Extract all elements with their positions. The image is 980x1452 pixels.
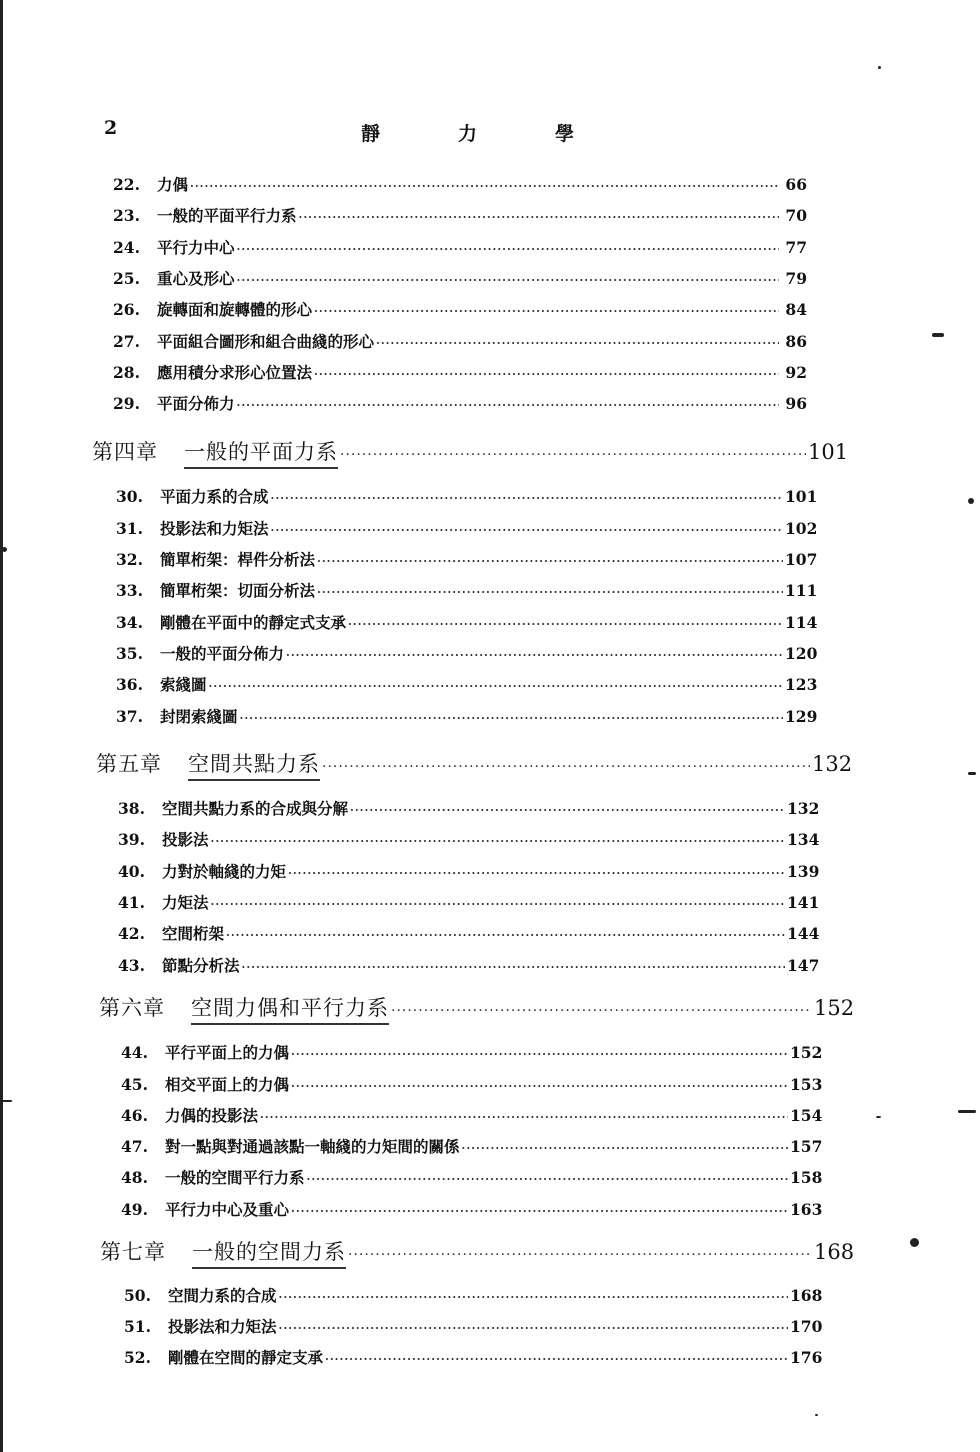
chapter-page-number: 132 (812, 752, 853, 776)
section-number: 48. (121, 1168, 148, 1187)
leader-dots (237, 274, 779, 287)
leader-dots (299, 211, 779, 224)
scan-speck (932, 333, 944, 337)
toc-section-row[interactable] (118, 954, 820, 976)
toc-section-row[interactable] (113, 361, 807, 383)
toc-section-row[interactable] (121, 1104, 823, 1126)
section-page-number: 132 (787, 799, 820, 818)
section-number: 29. (113, 394, 140, 413)
scan-speck (815, 1414, 818, 1416)
section-number: 25. (113, 269, 140, 288)
section-page-number: 163 (790, 1200, 823, 1219)
section-title: 平面力系的合成 (160, 487, 269, 506)
leader-dots (226, 929, 785, 942)
scan-speck (876, 1116, 881, 1118)
leader-dots (288, 867, 785, 880)
section-title: 空間桁架 (162, 924, 225, 943)
section-page-number: 84 (785, 300, 807, 319)
section-page-number: 79 (785, 269, 807, 288)
section-page-number: 152 (790, 1043, 823, 1062)
toc-section-row[interactable] (121, 1135, 823, 1157)
section-title: 平面組合圖形和組合曲綫的形心 (157, 332, 375, 351)
section-page-number: 153 (790, 1075, 823, 1094)
leader-dots (391, 1003, 812, 1019)
section-number: 51. (124, 1317, 151, 1336)
scan-speck (910, 1238, 919, 1247)
section-title: 剛體在空間的靜定支承 (168, 1348, 324, 1367)
leader-dots (237, 399, 779, 412)
toc-section-row[interactable] (118, 860, 820, 882)
scan-speck (878, 66, 881, 69)
section-page-number: 123 (785, 675, 818, 694)
section-number: 36. (116, 675, 143, 694)
toc-section-row[interactable] (121, 1073, 823, 1095)
toc-section-row[interactable] (113, 267, 807, 289)
chapter-label: 第六章 (99, 996, 165, 1020)
leader-dots (348, 618, 783, 631)
section-number: 32. (116, 550, 143, 569)
leader-dots (211, 835, 785, 848)
section-number: 45. (121, 1075, 148, 1094)
leader-dots (348, 1247, 812, 1263)
section-title: 簡單桁架：切面分析法 (160, 581, 316, 600)
section-title: 力矩法 (162, 893, 209, 912)
section-page-number: 86 (785, 332, 807, 351)
chapter-page-number: 152 (814, 996, 855, 1020)
section-number: 50. (124, 1286, 151, 1305)
section-number: 37. (116, 707, 143, 726)
section-page-number: 111 (785, 581, 818, 600)
section-title: 平行力中心 (157, 238, 235, 257)
section-number: 30. (116, 487, 143, 506)
toc-section-row[interactable] (124, 1315, 823, 1337)
section-title: 一般的平面平行力系 (157, 206, 297, 225)
toc-section-row[interactable] (116, 548, 818, 570)
section-title: 投影法和力矩法 (160, 519, 269, 538)
leader-dots (322, 759, 810, 775)
section-title: 力對於軸綫的力矩 (162, 862, 287, 881)
section-page-number: 102 (785, 519, 818, 538)
section-page-number: 147 (787, 956, 820, 975)
leader-dots (211, 898, 785, 911)
toc-section-row[interactable] (116, 642, 818, 664)
scan-page-edge (0, 0, 3, 1452)
toc-section-row[interactable] (116, 705, 818, 727)
page-number: 2 (104, 117, 118, 139)
chapter-label: 第五章 (96, 752, 162, 776)
toc-section-row[interactable] (116, 517, 818, 539)
toc-section-row[interactable] (116, 673, 818, 695)
section-title: 封閉索綫圖 (160, 707, 238, 726)
toc-section-row[interactable] (124, 1346, 823, 1368)
section-title: 剛體在平面中的靜定式支承 (160, 613, 347, 632)
section-title: 一般的平面分佈力 (160, 644, 285, 663)
chapter-label: 第七章 (100, 1240, 166, 1264)
section-page-number: 134 (787, 830, 820, 849)
leader-dots (209, 680, 783, 693)
leader-dots (376, 337, 779, 350)
leader-dots (314, 368, 779, 381)
scan-speck (958, 1110, 976, 1113)
chapter-page-number: 101 (808, 440, 849, 464)
toc-section-row[interactable] (121, 1166, 823, 1188)
chapter-title: 空間力偶和平行力系 (191, 992, 389, 1025)
toc-section-row[interactable] (118, 828, 820, 850)
toc-chapter-row[interactable] (99, 992, 854, 1025)
section-number: 22. (113, 175, 140, 194)
leader-dots (271, 524, 783, 537)
leader-dots (462, 1142, 788, 1155)
chapter-title: 空間共點力系 (188, 748, 320, 781)
section-title: 空間力系的合成 (168, 1286, 277, 1305)
scan-speck (2, 547, 7, 552)
leader-dots (307, 1173, 788, 1186)
section-page-number: 70 (785, 206, 807, 225)
section-title: 簡單桁架：桿件分析法 (160, 550, 316, 569)
section-title: 投影法和力矩法 (168, 1317, 277, 1336)
leader-dots (279, 1291, 788, 1304)
chapter-label: 第四章 (92, 440, 158, 464)
section-page-number: 129 (785, 707, 818, 726)
scan-speck (968, 772, 976, 775)
toc-section-row[interactable] (113, 173, 807, 195)
section-number: 49. (121, 1200, 148, 1219)
section-title: 節點分析法 (162, 956, 240, 975)
toc-section-row[interactable] (113, 392, 807, 414)
toc-chapter-row[interactable] (96, 748, 852, 781)
section-number: 27. (113, 332, 140, 351)
section-page-number: 176 (790, 1348, 823, 1367)
leader-dots (291, 1048, 788, 1061)
section-number: 41. (118, 893, 145, 912)
section-page-number: 101 (785, 487, 818, 506)
section-title: 重心及形心 (157, 269, 235, 288)
toc-section-row[interactable] (116, 485, 818, 507)
chapter-title: 一般的空間力系 (192, 1236, 346, 1269)
section-title: 空間共點力系的合成與分解 (162, 799, 349, 818)
section-title: 一般的空間平行力系 (165, 1168, 305, 1187)
section-title: 投影法 (162, 830, 209, 849)
section-number: 23. (113, 206, 140, 225)
section-number: 28. (113, 363, 140, 382)
toc-section-row[interactable] (124, 1284, 823, 1306)
scan-speck (2, 1100, 12, 1102)
section-number: 33. (116, 581, 143, 600)
section-page-number: 144 (787, 924, 820, 943)
section-number: 39. (118, 830, 145, 849)
leader-dots (237, 243, 779, 256)
leader-dots (325, 1353, 788, 1366)
running-header-title: 靜力學 (360, 123, 652, 145)
toc-chapter-row[interactable] (92, 436, 848, 469)
section-page-number: 114 (785, 613, 818, 632)
toc-section-row[interactable] (113, 330, 807, 352)
toc-chapter-row[interactable] (100, 1236, 854, 1269)
section-number: 31. (116, 519, 143, 538)
section-title: 相交平面上的力偶 (165, 1075, 290, 1094)
section-page-number: 120 (785, 644, 818, 663)
section-title: 平行力中心及重心 (165, 1200, 290, 1219)
leader-dots (242, 961, 785, 974)
section-title: 應用積分求形心位置法 (157, 363, 313, 382)
section-page-number: 154 (790, 1106, 823, 1125)
section-number: 42. (118, 924, 145, 943)
chapter-title: 一般的平面力系 (184, 436, 338, 469)
leader-dots (317, 555, 783, 568)
section-number: 47. (121, 1137, 148, 1156)
section-page-number: 139 (787, 862, 820, 881)
section-page-number: 107 (785, 550, 818, 569)
toc-section-row[interactable] (121, 1041, 823, 1063)
leader-dots (240, 712, 783, 725)
section-title: 力偶 (157, 175, 189, 194)
leader-dots (314, 305, 779, 318)
section-number: 35. (116, 644, 143, 663)
leader-dots (286, 649, 783, 662)
section-number: 40. (118, 862, 145, 881)
toc-section-row[interactable] (118, 797, 820, 819)
section-page-number: 77 (785, 238, 807, 257)
section-title: 索綫圖 (160, 675, 207, 694)
section-title: 旋轉面和旋轉體的形心 (157, 300, 313, 319)
leader-dots (291, 1205, 788, 1218)
scan-speck (968, 498, 974, 504)
leader-dots (271, 492, 783, 505)
section-page-number: 157 (790, 1137, 823, 1156)
section-number: 24. (113, 238, 140, 257)
section-number: 43. (118, 956, 145, 975)
chapter-page-number: 168 (814, 1240, 855, 1264)
section-title: 對一點與對通過該點一軸綫的力矩間的關係 (165, 1137, 460, 1156)
toc-section-row[interactable] (116, 579, 818, 601)
section-page-number: 66 (785, 175, 807, 194)
section-number: 34. (116, 613, 143, 632)
section-number: 26. (113, 300, 140, 319)
toc-section-row[interactable] (113, 298, 807, 320)
section-page-number: 92 (785, 363, 807, 382)
toc-section-row[interactable] (118, 922, 820, 944)
leader-dots (260, 1111, 788, 1124)
section-title: 平行平面上的力偶 (165, 1043, 290, 1062)
leader-dots (340, 447, 806, 463)
leader-dots (350, 804, 785, 817)
toc-section-row[interactable] (113, 204, 807, 226)
leader-dots (279, 1322, 788, 1335)
section-page-number: 168 (790, 1286, 823, 1305)
section-page-number: 158 (790, 1168, 823, 1187)
leader-dots (291, 1080, 788, 1093)
section-page-number: 170 (790, 1317, 823, 1336)
section-page-number: 141 (787, 893, 820, 912)
leader-dots (190, 180, 779, 193)
section-number: 44. (121, 1043, 148, 1062)
section-number: 46. (121, 1106, 148, 1125)
section-title: 力偶的投影法 (165, 1106, 259, 1125)
leader-dots (317, 586, 783, 599)
section-number: 52. (124, 1348, 151, 1367)
section-page-number: 96 (785, 394, 807, 413)
toc-section-row[interactable] (121, 1198, 823, 1220)
toc-section-row[interactable] (113, 236, 807, 258)
toc-section-row[interactable] (116, 611, 818, 633)
section-title: 平面分佈力 (157, 394, 235, 413)
section-number: 38. (118, 799, 145, 818)
toc-section-row[interactable] (118, 891, 820, 913)
